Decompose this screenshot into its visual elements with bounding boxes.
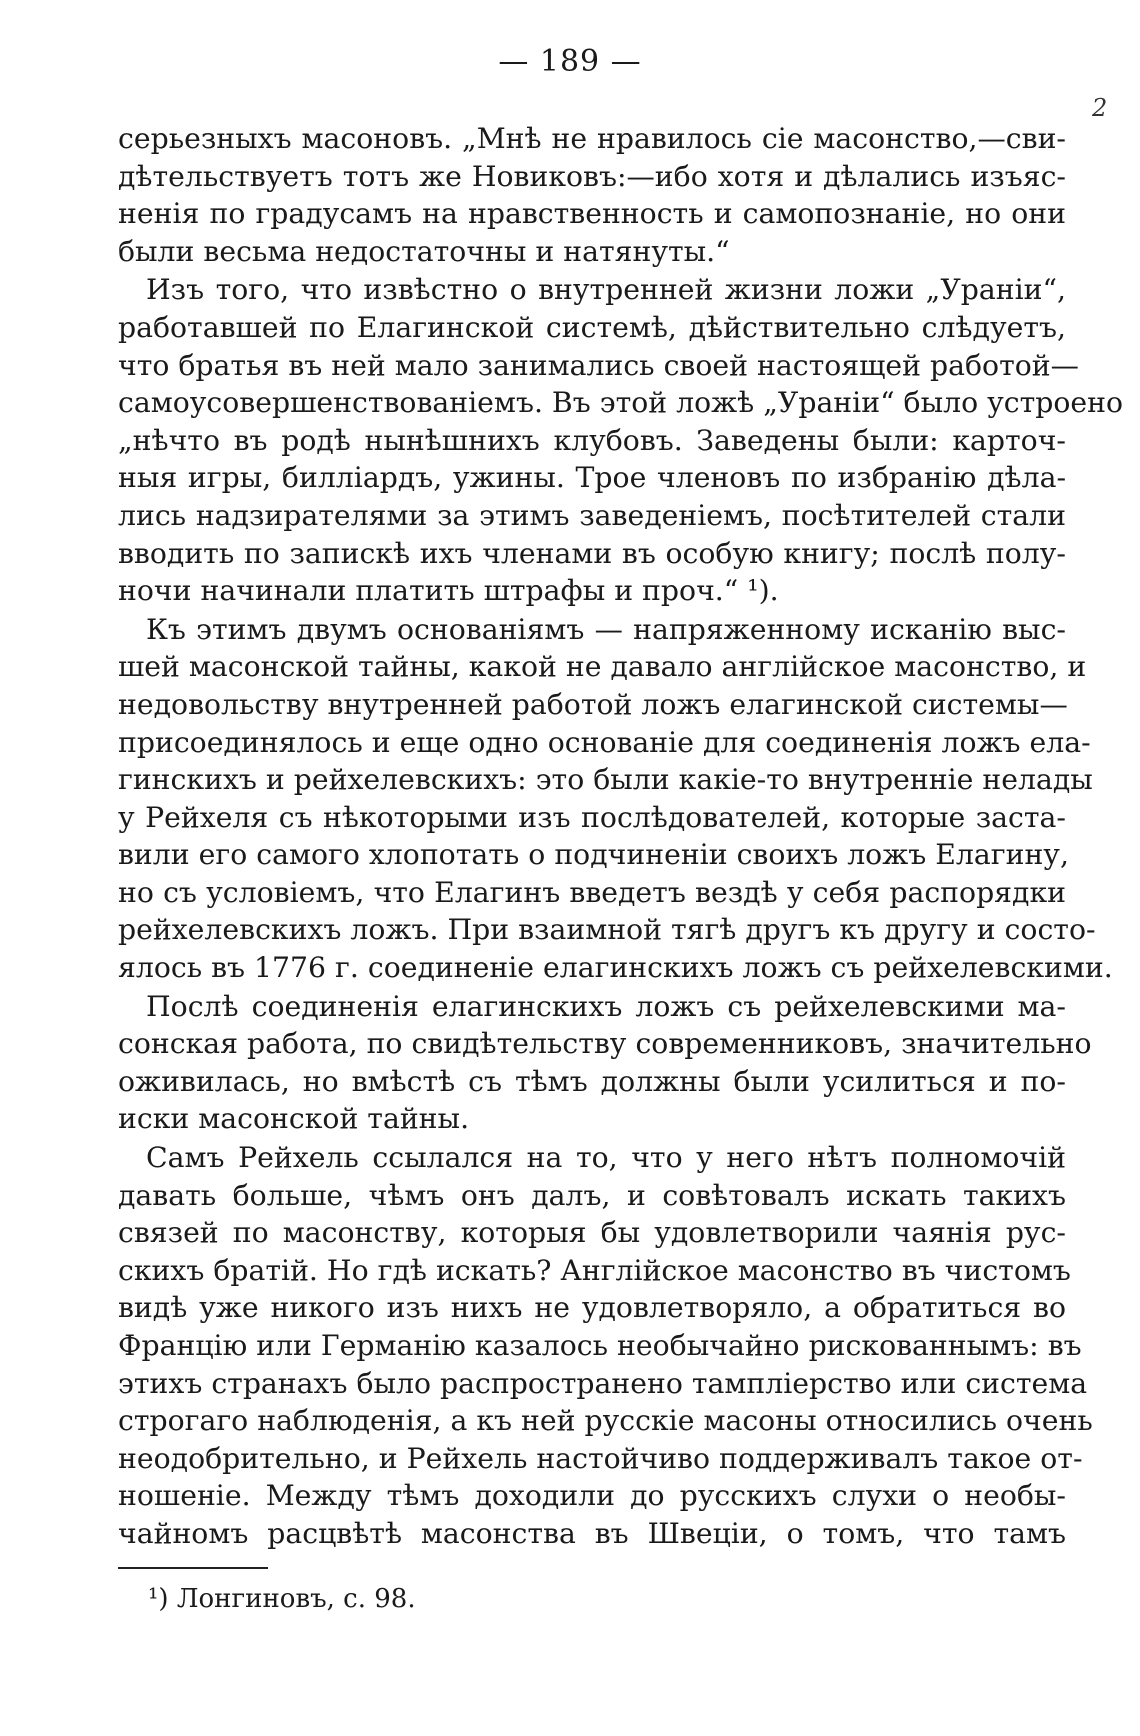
text-line: но съ условіемъ, что Елагинъ введетъ вездѣ у себя распорядки (118, 875, 1066, 909)
paragraph-3 (118, 611, 1113, 987)
text-line: сонская работа, по свидѣтельству современниковъ, значительно (118, 1027, 1092, 1061)
text-line: работавшей по Елагинской системѣ, дѣйствительно слѣдуетъ, (118, 310, 1066, 344)
text-line: шей масонской тайны, какой не давало англійское масонство, и (118, 650, 1087, 684)
text-line: давать больше, чѣмъ онъ далъ, и совѣтовалъ искать такихъ (118, 1178, 1066, 1212)
page-number: — 189 — (498, 44, 642, 79)
text-line: недовольству внутренней работой ложъ елагинской системы— (118, 687, 1068, 721)
text-line: что братья въ ней мало занимались своей настоящей работой— (118, 348, 1079, 382)
paragraph-5 (118, 1139, 1093, 1553)
text-line: Францію или Германію казалось необычайно рискованнымъ: въ (118, 1329, 1082, 1362)
text-line: лись надзирателями за этимъ заведеніемъ, посѣтителей стали (118, 498, 1066, 532)
text-line: Самъ Рейхель ссылался на то, что у него нѣтъ полномочій (146, 1141, 1066, 1175)
text-line: чайномъ расцвѣтѣ масонства въ Швеціи, о томъ, что тамъ (118, 1516, 1066, 1550)
text-line: ночи начинали платить штрафы и проч.“ ¹). (118, 574, 779, 608)
text-line: „нѣчто въ родѣ нынѣшнихъ клубовъ. Заведены были: карточ- (118, 423, 1066, 457)
text-line: Послѣ соединенія елагинскихъ ложъ съ рейхелевскими ма- (146, 989, 1066, 1023)
text-line: вводить по запискѣ ихъ членами въ особую книгу; послѣ полу- (118, 536, 1066, 570)
footnote-divider (118, 1567, 268, 1569)
text-line: ношеніе. Между тѣмъ доходили до русскихъ слухи о необы- (118, 1479, 1066, 1513)
text-line: скихъ братій. Но гдѣ искать? Англійское масонство въ чистомъ (118, 1253, 1071, 1287)
text-line: ненія по градусамъ на нравственность и самопознаніе, но они (118, 197, 1066, 231)
paragraph-2 (118, 271, 1124, 609)
text-line: рейхелевскихъ ложъ. При взаимной тягѣ другъ къ другу и состо- (118, 913, 1096, 947)
text-line: самоусовершенствованіемъ. Въ этой ложѣ „Ураніи“ было устроено (118, 386, 1124, 420)
text-line: серьезныхъ масоновъ. „Мнѣ не нравилось сіе масонство,—сви- (118, 122, 1066, 155)
text-line: Къ этимъ двумъ основаніямъ — напряженному исканію выс- (146, 612, 1066, 646)
text-line: вили его самого хлопотать о подчиненіи своихъ ложъ Елагину, (118, 838, 1069, 872)
text-line: связей по масонству, которыя бы удовлетворили чаянія рус- (118, 1216, 1066, 1250)
paragraph-4 (118, 988, 1092, 1138)
text-line: ялось въ 1776 г. соединеніе елагинскихъ ложъ съ рейхелевскими. (118, 951, 1113, 985)
text-line: этихъ странахъ было распространено тампліерство или система (118, 1366, 1088, 1400)
text-line: у Рейхеля съ нѣкоторыми изъ послѣдователей, которые заста- (118, 800, 1066, 834)
text-line: присоединялось и еще одно основаніе для соединенія ложъ ела- (118, 725, 1091, 759)
footnote: ¹) Лонгиновъ, с. 98. (148, 1584, 416, 1614)
margin-annotation: 2 (1092, 94, 1108, 122)
text-line: неодобрительно, и Рейхель настойчиво поддерживалъ такое от- (118, 1441, 1083, 1475)
text-line: оживилась, но вмѣстѣ съ тѣмъ должны были усилиться и по- (118, 1064, 1066, 1098)
text-line: строгаго наблюденія, а къ ней русскіе масоны относились очень (118, 1404, 1093, 1438)
text-line: видѣ уже никого изъ нихъ не удовлетворяло, а обратиться во (118, 1291, 1066, 1325)
text-line: гинскихъ и рейхелевскихъ: это были какіе-то внутренніе нелады (118, 763, 1093, 797)
paragraph-1 (118, 120, 1066, 270)
text-line: дѣтельствуетъ тотъ же Новиковъ:—ибо хотя и дѣлались изъяс- (118, 159, 1066, 193)
text-line: Изъ того, что извѣстно о внутренней жизни ложи „Ураніи“, (146, 273, 1066, 307)
text-line: иски масонской тайны. (118, 1102, 470, 1136)
text-line: были весьма недостаточны и натянуты.“ (118, 234, 730, 268)
text-line: ныя игры, билліардъ, ужины. Трое членовъ по избранію дѣла- (118, 461, 1066, 495)
body-text (118, 120, 1124, 1554)
